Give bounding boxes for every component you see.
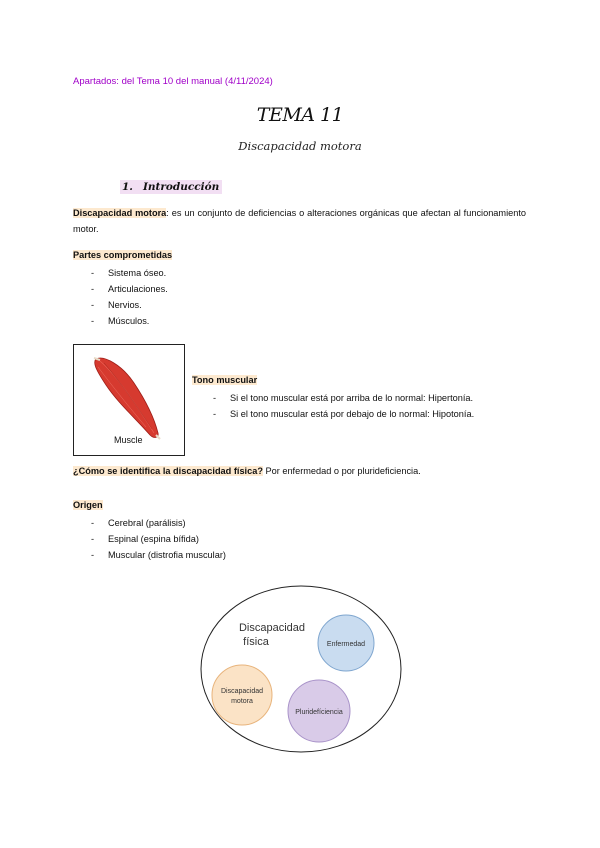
- identifica-answer: Por enfermedad o por plurideficiencia.: [262, 466, 421, 476]
- intro-text: : es un conjunto de deficiencias o alteraciones orgánicas que afectan al funcionamiento motor.: [73, 208, 526, 234]
- partes-heading: Partes comprometidas: [73, 250, 173, 260]
- section-label: Introducción: [142, 181, 220, 193]
- tono-heading: Tono muscular: [192, 375, 258, 385]
- list-item: - Nervios.: [108, 297, 168, 313]
- partes-list: [108, 265, 168, 329]
- identifica-question: ¿Cómo se identifica la discapacidad física?: [73, 466, 263, 476]
- intro-paragraph: [73, 205, 526, 237]
- muscle-caption: Muscle: [114, 435, 143, 445]
- list-item: - Articulaciones.: [108, 281, 168, 297]
- tono-list: [230, 390, 474, 422]
- diagram-title-line2: física: [243, 636, 269, 648]
- circle-motora-label-line2: motora: [231, 698, 253, 705]
- discapacidad-diagram: [200, 585, 402, 753]
- circle-discapacidad-motora: [212, 665, 272, 725]
- list-item: - Si el tono muscular está por debajo de lo normal: Hipotonía.: [230, 406, 474, 422]
- list-item: - Músculos.: [108, 313, 168, 329]
- page-subtitle: Discapacidad motora: [238, 139, 362, 153]
- origen-heading: Origen: [73, 500, 103, 510]
- circle-motora-label-line1: Discapacidad: [220, 688, 264, 695]
- section-number: 1.: [122, 181, 133, 193]
- list-item: - Muscular (distrofia muscular): [108, 547, 226, 563]
- circle-enfermedad-label: Enfermedad: [326, 641, 366, 648]
- header-note: Apartados: del Tema 10 del manual (4/11/2024): [73, 76, 273, 87]
- identifica-line: [73, 466, 421, 476]
- origen-list: [108, 515, 226, 563]
- list-item: - Espinal (espina bífida): [108, 531, 226, 547]
- muscle-image: [73, 344, 185, 456]
- intro-term: Discapacidad motora: [73, 208, 167, 218]
- section-heading: [120, 180, 222, 194]
- circle-pluri-label: Pluridefíciencia: [295, 709, 343, 716]
- list-item: - Si el tono muscular está por arriba de lo normal: Hipertonía.: [230, 390, 474, 406]
- list-item: - Cerebral (parálisis): [108, 515, 226, 531]
- page-title: TEMA 11: [256, 104, 344, 126]
- diagram-title-line1: Discapacidad: [238, 622, 306, 634]
- diagram-svg: [200, 585, 402, 753]
- list-item: - Sistema óseo.: [108, 265, 168, 281]
